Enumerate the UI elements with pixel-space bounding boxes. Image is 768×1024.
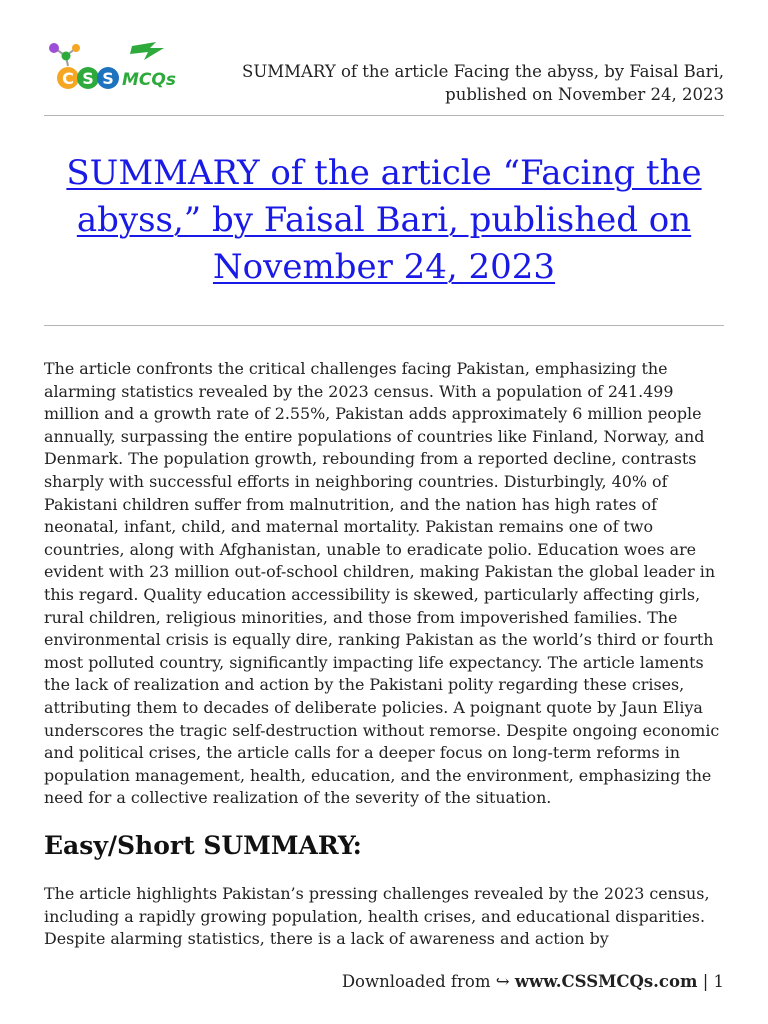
header-document-title: SUMMARY of the article Facing the abyss, by Faisal Bari, published on November 24, 2023 [242,62,724,104]
summary-paragraph: The article confronts the critical challenges facing Pakistan, emphasizing the alarming statistics revealed by the 2023 census. With a population of 241.499 million and a growth rate of 2.55%, Pakistan adds approximately 6 million people annually, surpassing the entire populations of countries like Finland, Norway, and Denmark. The population growth, rebounding from a reported decline, contrasts sharply with successful efforts in neighboring countries. Disturbingly, 40% of Pakistani children suffer from malnutrition, and the nation has high rates of neonatal, infant, child, and maternal mortality. Pakistan remains one of two countries, along with Afghanistan, unable to eradicate polio. Education woes are evident with 23 million out-of-school children, making Pakistan the global leader in this regard. Quality education accessibility is skewed, particularly affecting girls, rural children, religious minorities, and those from impoverished families. The environmental crisis is equally dire, ranking Pakistan as the world’s third or fourth most polluted country, significantly impacting life expectancy. The article laments the lack of realization and action by the Pakistani polity regarding these crises, attributing them to decades of deliberate policies. A poignant quote by Jaun Eliya underscores the tragic self-destruction without remorse. Despite ongoing economic and political crises, the article calls for a deeper focus on long-term reforms in population management, health, education, and the environment, emphasizing the need for a collective realization of the severity of the situation. [44,359,720,808]
logo-letter-s2: S [102,69,114,88]
site-logo[interactable] [46,40,176,92]
header-divider [44,115,724,116]
page-number: 1 [713,972,724,991]
article-title-link[interactable]: SUMMARY of the article “Facing the abyss,” by Faisal Bari, published on November 24, 2023 [66,153,702,287]
footer-separator: | [702,972,709,991]
short-summary-paragraph: The article highlights Pakistan’s pressing challenges revealed by the 2023 census, including a rapidly growing population, health crises, and educational disparities. Despite alarming statistics, there is a lack of awareness and action by [44,884,710,949]
logo-graphic [46,40,176,92]
section-heading-short-summary: Easy/Short SUMMARY: [44,831,362,860]
footer-prefix: Downloaded from ↪ [341,972,510,991]
footer-site-link[interactable]: www.CSSMCQs.com [514,972,698,991]
logo-letter-c: C [62,69,74,88]
title-divider [44,325,724,326]
logo-mcqs-text: MCQs [122,70,176,90]
page-footer [342,970,724,994]
article-title [44,150,724,291]
logo-letter-s1: S [82,69,94,88]
